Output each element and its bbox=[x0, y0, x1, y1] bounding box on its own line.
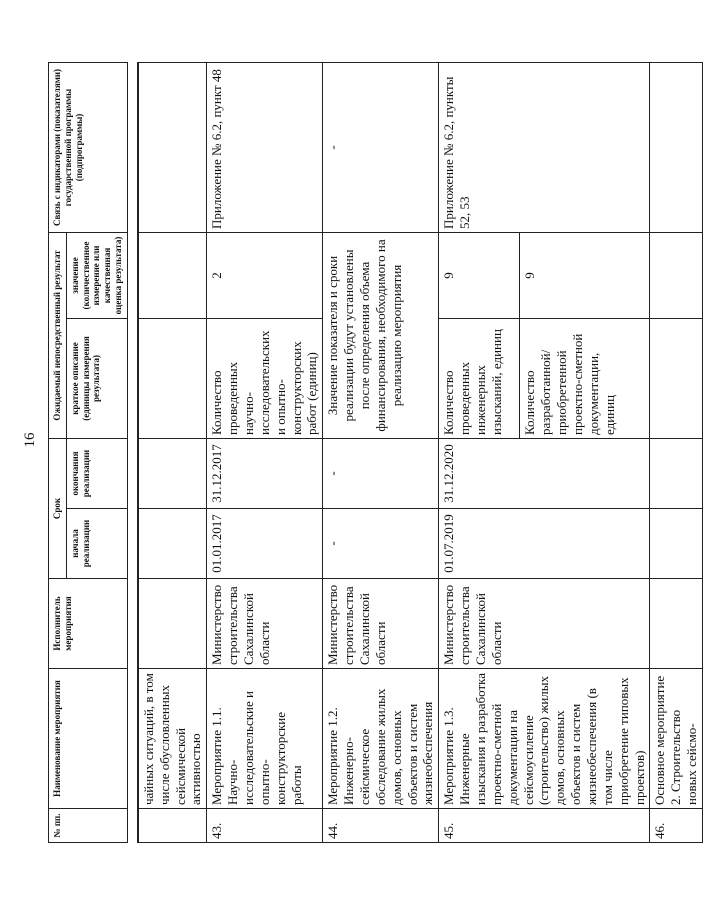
row-executor bbox=[138, 579, 207, 669]
row-desc: Количество проведенных научно-исследовательских и опытно-конструкторских работ (единиц) bbox=[207, 318, 323, 438]
row-name: Основное мероприятие 2. Строительство новых сейсмо- bbox=[650, 669, 703, 809]
activities-table bbox=[48, 62, 703, 843]
row-value bbox=[138, 232, 207, 318]
row-executor: Министерство строительства Сахалинской области bbox=[439, 579, 650, 669]
row-desc bbox=[138, 318, 207, 438]
row-link: Приложение № 6.2, пункт 48 bbox=[207, 62, 323, 232]
header-result: Ожидаемый непосредственный результат bbox=[49, 232, 67, 438]
row-end: 31.12.2020 bbox=[439, 438, 650, 508]
row-executor: Министерство строительства Сахалинской области bbox=[207, 579, 323, 669]
row-executor bbox=[650, 579, 703, 669]
rotated-table-sheet bbox=[48, 63, 700, 843]
row-name: Мероприятие 1.1. Научно-исследовательские и опытно-конструкторские работы bbox=[207, 669, 323, 809]
row-start bbox=[138, 509, 207, 579]
row-desc-2: Количество разработанной/ приобретенной проектно-сметной документации, единиц bbox=[520, 318, 650, 438]
row-num: 43. bbox=[207, 809, 323, 843]
row-end: 31.12.2017 bbox=[207, 438, 323, 508]
header-row-1 bbox=[49, 62, 67, 842]
header-name: Наименование мероприятия bbox=[49, 669, 128, 809]
row-end: - bbox=[323, 438, 439, 508]
table-row bbox=[439, 62, 520, 842]
row-link bbox=[650, 62, 703, 232]
row-end bbox=[650, 438, 703, 508]
row-num: 45. bbox=[439, 809, 650, 843]
row-desc bbox=[650, 318, 703, 438]
header-result-value: значение (количественное измерение или качественная оценка результата) bbox=[66, 232, 127, 318]
row-value: 9 bbox=[439, 232, 520, 318]
row-start: 01.07.2019 bbox=[439, 509, 650, 579]
row-start bbox=[650, 509, 703, 579]
header-term: Срок bbox=[49, 438, 67, 578]
row-num: 44. bbox=[323, 809, 439, 843]
header-link: Связь с индикаторами (показателями) государственной программы (подпрограммы) bbox=[49, 62, 128, 232]
header-term-end: окончания реализации bbox=[66, 438, 127, 508]
page-number: 16 bbox=[22, 432, 38, 448]
row-value: 2 bbox=[207, 232, 323, 318]
table-row bbox=[323, 62, 439, 842]
row-start: - bbox=[323, 509, 439, 579]
table-row bbox=[138, 62, 207, 842]
row-link: - bbox=[323, 62, 439, 232]
row-desc-merged: Значение показателя и сроки реализации будут установлены после определения объема финансирования, необходимого на реализацию мероприятия bbox=[323, 232, 439, 438]
row-start: 01.01.2017 bbox=[207, 509, 323, 579]
row-num bbox=[138, 809, 207, 843]
header-num: № пп. bbox=[49, 809, 128, 843]
row-desc: Количество проведенных инженерных изысканий, единиц bbox=[439, 318, 520, 438]
header-result-desc: краткое описание (единицы измерения результата) bbox=[66, 318, 127, 438]
header-gap bbox=[127, 62, 138, 842]
row-num: 46. bbox=[650, 809, 703, 843]
header-term-start: начала реализации bbox=[66, 509, 127, 579]
row-link: Приложение № 6.2, пункты 52, 53 bbox=[439, 62, 650, 232]
row-value-2: 9 bbox=[520, 232, 650, 318]
row-name: Мероприятие 1.2. Инженерно-сейсмическое обследование жилых домов, основных объектов и систем жизнеобеспечения bbox=[323, 669, 439, 809]
table-row bbox=[650, 62, 703, 842]
row-value bbox=[650, 232, 703, 318]
row-name: чайных ситуаций, в том числе обусловленных сейсмической активностью bbox=[138, 669, 207, 809]
row-executor: Министерство строительства Сахалинской области bbox=[323, 579, 439, 669]
table-row bbox=[207, 62, 323, 842]
header-executor: Исполнитель мероприятия bbox=[49, 579, 128, 669]
row-end bbox=[138, 438, 207, 508]
row-name: Мероприятие 1.3. Инженерные изыскания и разработка проектно-сметной документации на сейсмоусиление (строительство) жилых домов, основных объектов и систем жизнеобеспечения (в том числе приобретение типовых проектов) bbox=[439, 669, 650, 809]
row-link bbox=[138, 62, 207, 232]
